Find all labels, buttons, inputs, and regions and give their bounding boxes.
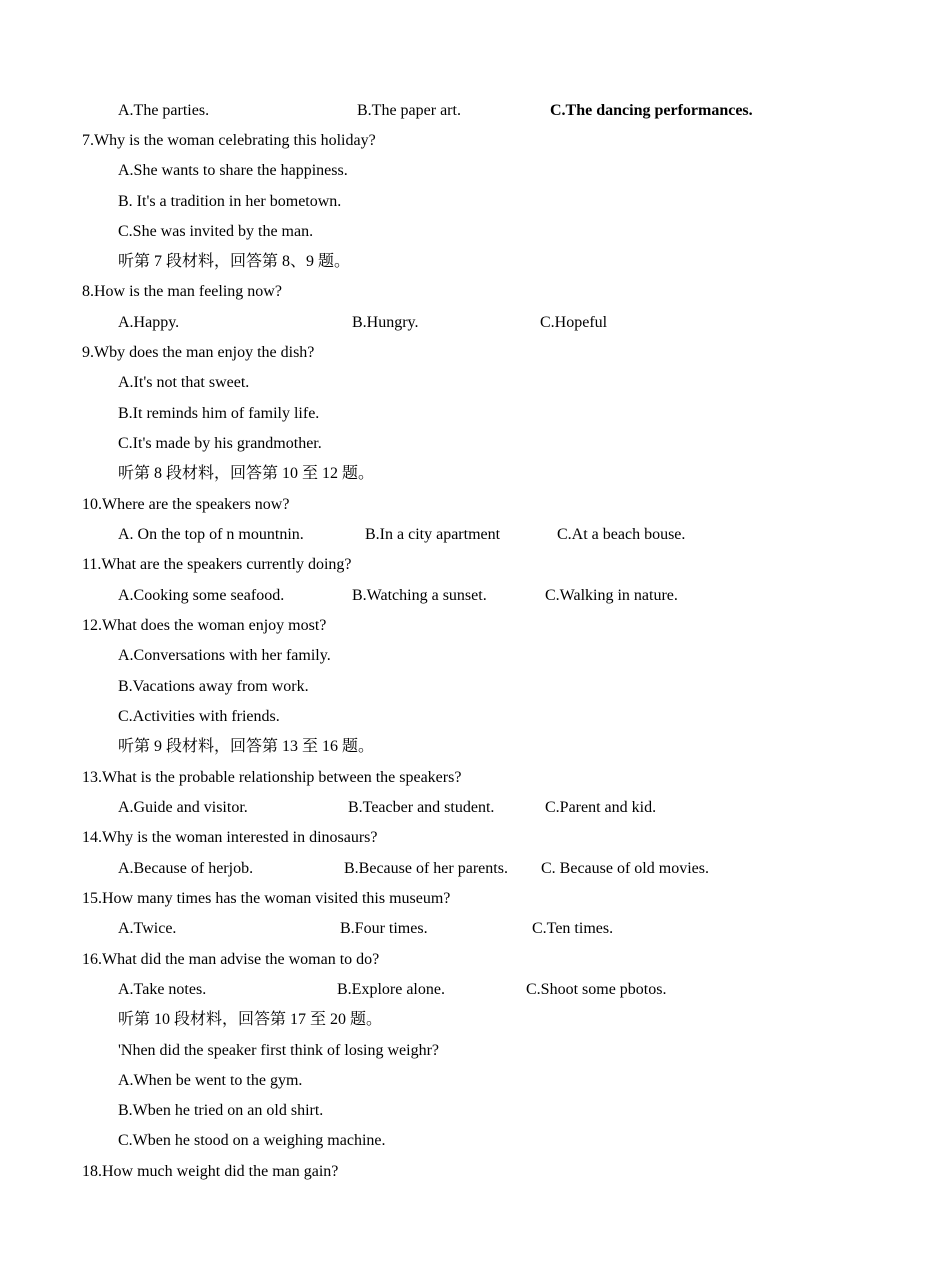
question-text: 10.Where are the speakers now? — [82, 496, 290, 513]
question-8 — [0, 280, 950, 304]
option-line — [0, 402, 950, 426]
option-line — [0, 675, 950, 699]
option-a: A.Guide and visitor. — [118, 799, 248, 816]
option-b: B.In a city apartment — [365, 526, 501, 543]
question-text: 13.What is the probable relationship between the speakers? — [82, 769, 462, 786]
section-instruction — [0, 462, 950, 486]
option-line — [0, 1129, 950, 1153]
option-line — [0, 159, 950, 183]
option-text: C.Activities with friends. — [118, 708, 280, 725]
options-row — [0, 99, 950, 123]
option-c: C.Hopeful — [540, 314, 608, 331]
option-text: B.Vacations away from work. — [118, 678, 309, 695]
option-b: B.Teacber and student. — [348, 799, 495, 816]
option-line — [0, 644, 950, 668]
option-a: A. On the top of n mountnin. — [118, 526, 304, 543]
question-text: 12.What does the woman enjoy most? — [82, 617, 327, 634]
instruction-text: 听第 9 段材料，回答第 13 至 16 题。 — [118, 738, 375, 755]
instruction-text: 听第 7 段材料，回答第 8、9 题。 — [118, 253, 351, 270]
question-11 — [0, 553, 950, 577]
question-14 — [0, 826, 950, 850]
option-text: B.Wben he tried on an old shirt. — [118, 1102, 324, 1119]
question-13 — [0, 766, 950, 790]
option-c: C.The dancing performances. — [550, 102, 753, 119]
option-b: B.Explore alone. — [337, 981, 445, 998]
option-text: A.When be went to the gym. — [118, 1072, 303, 1089]
question-text: 18.How much weight did the man gain? — [82, 1163, 339, 1180]
option-text: B.It reminds him of family life. — [118, 405, 320, 422]
option-line — [0, 705, 950, 729]
option-line — [0, 1099, 950, 1123]
section-instruction — [0, 735, 950, 759]
option-text: A.Conversations with her family. — [118, 647, 331, 664]
option-text: A.It's not that sweet. — [118, 374, 250, 391]
question-10 — [0, 493, 950, 517]
option-line — [0, 371, 950, 395]
option-b: B.The paper art. — [357, 102, 461, 119]
section-instruction — [0, 1008, 950, 1032]
instruction-text: 听第 10 段材料，回答第 17 至 20 题。 — [118, 1011, 383, 1028]
option-c: C. Because of old movies. — [541, 860, 709, 877]
option-c: C.Ten times. — [532, 920, 614, 937]
option-text: C.Wben he stood on a weighing machine. — [118, 1132, 386, 1149]
question-text: 16.What did the man advise the woman to do? — [82, 951, 380, 968]
question-16 — [0, 948, 950, 972]
question-text: 9.Wby does the man enjoy the dish? — [82, 344, 315, 361]
question-text: 'Nhen did the speaker first think of losing weighr? — [118, 1042, 440, 1059]
question-12 — [0, 614, 950, 638]
option-line — [0, 432, 950, 456]
question-7 — [0, 129, 950, 153]
question-text: 7.Why is the woman celebrating this holiday? — [82, 132, 376, 149]
option-c: C.At a beach bouse. — [557, 526, 686, 543]
option-c: C.Shoot some pbotos. — [526, 981, 667, 998]
option-line — [0, 1069, 950, 1093]
options-row — [0, 584, 950, 608]
option-c: C.Walking in nature. — [545, 587, 678, 604]
option-line — [0, 220, 950, 244]
option-b: B.Because of her parents. — [344, 860, 508, 877]
option-text: B. It's a tradition in her bometown. — [118, 193, 342, 210]
option-b: B.Watching a sunset. — [352, 587, 487, 604]
question-text: 14.Why is the woman interested in dinosaurs? — [82, 829, 378, 846]
options-row — [0, 796, 950, 820]
options-row — [0, 857, 950, 881]
option-line — [0, 190, 950, 214]
option-text: C.She was invited by the man. — [118, 223, 314, 240]
question-17 — [0, 1039, 950, 1063]
instruction-text: 听第 8 段材料，回答第 10 至 12 题。 — [118, 465, 375, 482]
options-row — [0, 978, 950, 1002]
option-a: A.Because of herjob. — [118, 860, 254, 877]
option-a: A.The parties. — [118, 102, 210, 119]
option-text: C.It's made by his grandmother. — [118, 435, 322, 452]
question-text: 11.What are the speakers currently doing? — [82, 556, 352, 573]
option-a: A.Cooking some seafood. — [118, 587, 285, 604]
option-a: A.Twice. — [118, 920, 177, 937]
options-row — [0, 917, 950, 941]
question-9 — [0, 341, 950, 365]
option-c: C.Parent and kid. — [545, 799, 657, 816]
option-b: B.Four times. — [340, 920, 428, 937]
section-instruction — [0, 250, 950, 274]
option-a: A.Take notes. — [118, 981, 207, 998]
option-b: B.Hungry. — [352, 314, 419, 331]
question-text: 8.How is the man feeling now? — [82, 283, 282, 300]
question-15 — [0, 887, 950, 911]
question-text: 15.How many times has the woman visited this museum? — [82, 890, 451, 907]
option-a: A.Happy. — [118, 314, 180, 331]
options-row — [0, 523, 950, 547]
options-row — [0, 311, 950, 335]
option-text: A.She wants to share the happiness. — [118, 162, 348, 179]
question-18 — [0, 1160, 950, 1184]
